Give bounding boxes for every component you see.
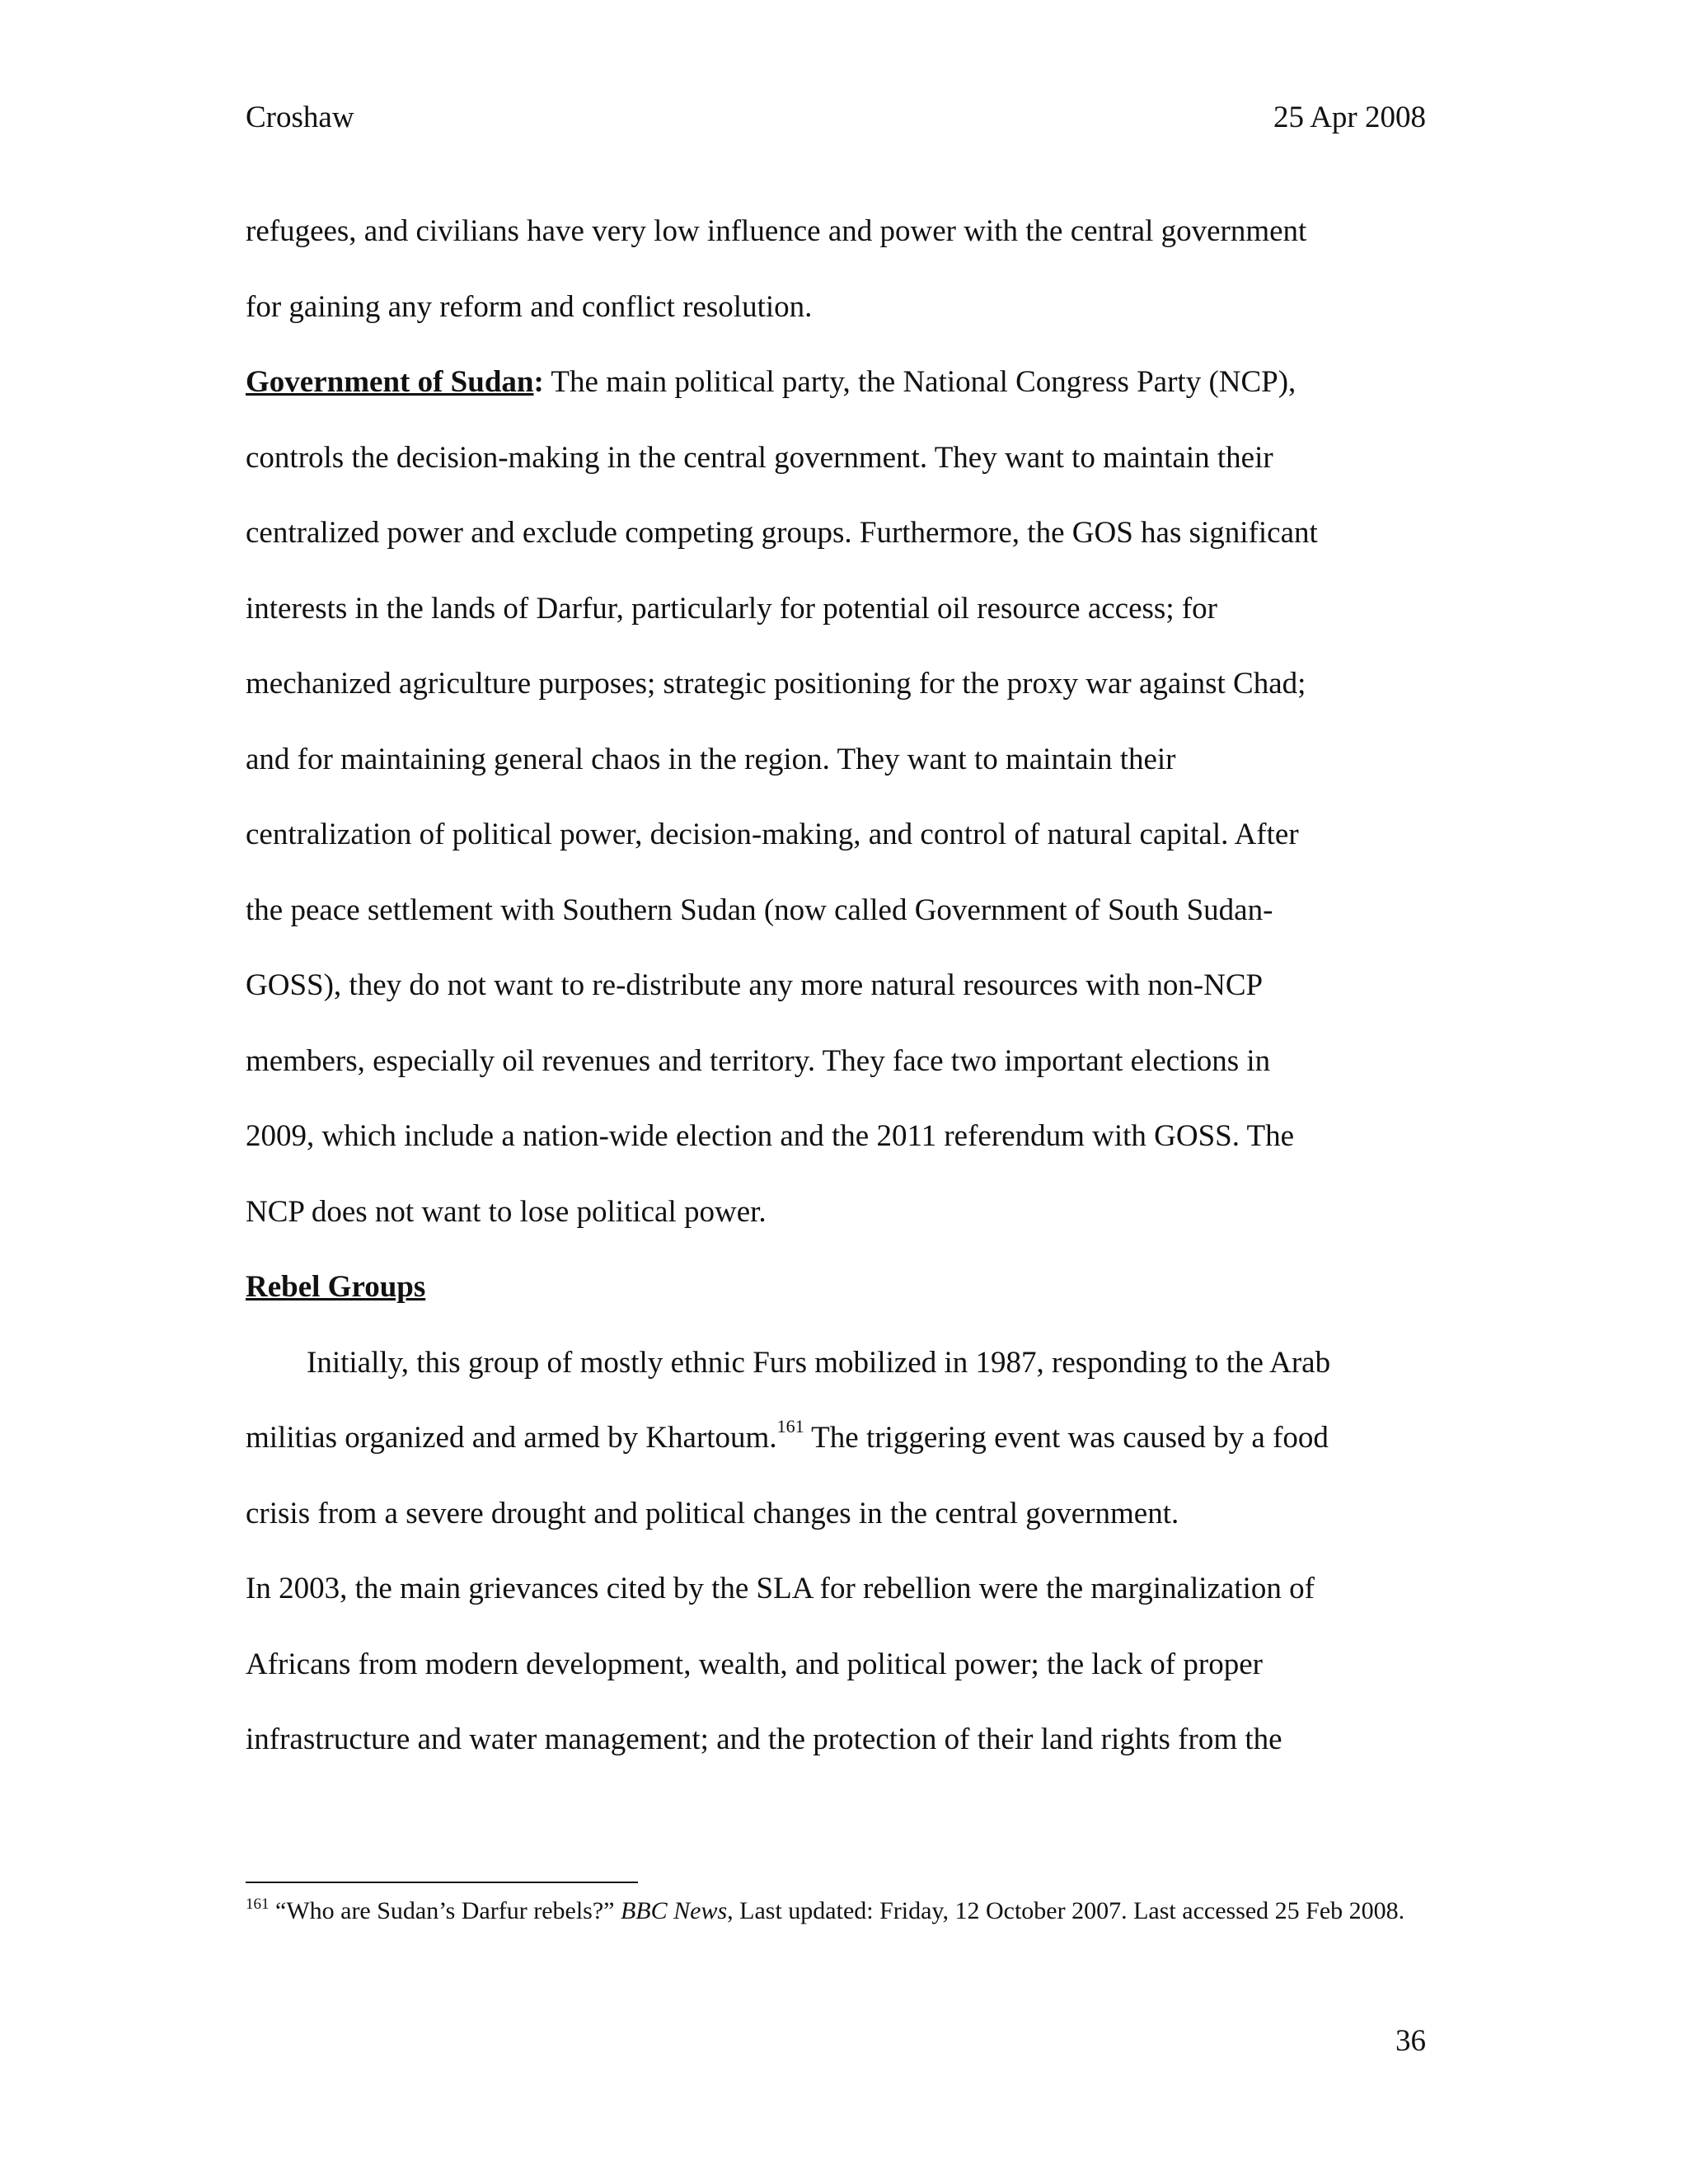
footnote-source: BBC News <box>620 1897 728 1924</box>
body-text <box>246 194 1432 1778</box>
footnote-details: , Last updated: Friday, 12 October 2007. Last accessed 25 Feb 2008. <box>727 1897 1405 1924</box>
text-line: interests in the lands of Darfur, particularly for potential oil resource access; for <box>246 591 1217 626</box>
text-line: Initially, this group of mostly ethnic Furs mobilized in 1987, responding to the Arab <box>307 1345 1331 1380</box>
footnote-separator <box>246 1882 638 1883</box>
text-line: infrastructure and water management; and the protection of their land rights from the <box>246 1722 1282 1756</box>
text-line: NCP does not want to lose political power. <box>246 1194 767 1229</box>
page-number: 36 <box>1395 2024 1426 2058</box>
text-line-with-footnote <box>246 1400 1432 1476</box>
text-line: centralized power and exclude competing groups. Furthermore, the GOS has significant <box>246 516 1318 550</box>
text-line: crisis from a severe drought and political changes in the central government. <box>246 1496 1179 1530</box>
footnote <box>246 1896 1432 1926</box>
footnote-number: 161 <box>246 1896 270 1913</box>
section-heading-rebel-groups-line <box>246 1249 1432 1325</box>
heading-colon: : <box>533 365 544 399</box>
section-heading-government-of-sudan: Government of Sudan <box>246 365 534 399</box>
footnote-reference[interactable]: 161 <box>776 1416 804 1436</box>
text-line: Africans from modern development, wealth, and political power; the lack of proper <box>246 1647 1263 1681</box>
section-heading-rebel-groups: Rebel Groups <box>246 1270 426 1304</box>
text-span: The triggering event was caused by a food <box>804 1421 1329 1455</box>
text-span: The main political party, the National Congress Party (NCP), <box>543 365 1296 399</box>
text-line: the peace settlement with Southern Sudan (now called Government of South Sudan- <box>246 893 1273 927</box>
text-line: for gaining any reform and conflict resolution. <box>246 289 813 324</box>
running-header-author: Croshaw <box>246 101 354 134</box>
running-header-date: 25 Apr 2008 <box>1273 101 1426 134</box>
text-line: members, especially oil revenues and territory. They face two important elections in <box>246 1043 1271 1078</box>
text-line: GOSS), they do not want to re-distribute any more natural resources with non-NCP <box>246 968 1264 1002</box>
text-line: 2009, which include a nation-wide election and the 2011 referendum with GOSS. The <box>246 1119 1295 1153</box>
text-line: centralization of political power, decision-making, and control of natural capital. After <box>246 818 1299 851</box>
text-line: and for maintaining general chaos in the region. They want to maintain their <box>246 742 1176 776</box>
text-line: controls the decision-making in the central government. They want to maintain their <box>246 440 1273 475</box>
text-line: In 2003, the main grievances cited by the SLA for rebellion were the marginalization of <box>246 1572 1315 1605</box>
text-line: refugees, and civilians have very low influence and power with the central government <box>246 214 1307 248</box>
footnote-quote: “Who are Sudan’s Darfur rebels?” <box>269 1897 621 1924</box>
text-line: mechanized agriculture purposes; strategic positioning for the proxy war against Chad; <box>246 667 1306 701</box>
text-span: militias organized and armed by Khartoum. <box>246 1421 777 1455</box>
gos-paragraph-first-line <box>246 344 1432 420</box>
